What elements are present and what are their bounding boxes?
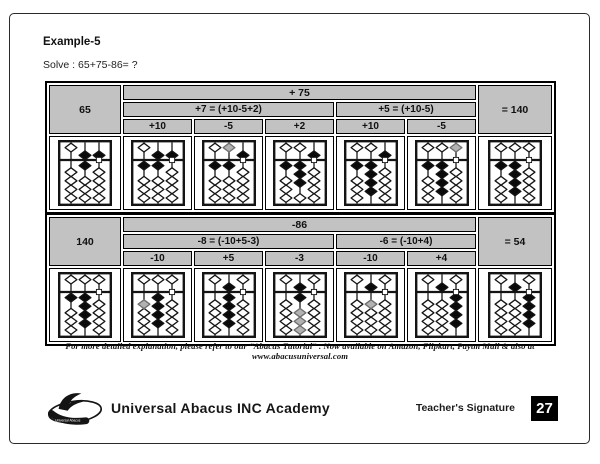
abacus-diagram [344,140,398,206]
abacus-diagram [415,140,469,206]
abacus-cell [49,136,121,210]
group-formula-cell: -6 = (-10+4) [336,234,476,249]
group-formula-cell: +5 = (+10-5) [336,102,476,117]
abacus-cell [265,136,334,210]
page-number-badge: 27 [531,396,558,421]
page-title: Example-5 [43,36,101,48]
problem-statement: Solve : 65+75-86= ? [43,59,138,71]
abacus-cell [336,268,405,342]
step-label-cell: +10 [336,119,405,134]
logo-text: Universal Abacus [55,418,81,423]
abacus-cell [123,268,192,342]
abacus-diagram [131,272,185,338]
abacus-cell [478,136,552,210]
signature-label: Teacher's Signature [415,402,515,414]
start-value-cell: 65 [49,85,121,134]
result-value-cell: = 54 [478,217,552,266]
step-label-cell: -5 [194,119,263,134]
abacus-diagram [131,140,185,206]
abacus-cell [407,136,476,210]
abacus-diagram [202,140,256,206]
operation-header-cell: + 75 [123,85,476,100]
step-label-cell: -3 [265,251,334,266]
calculation-table-addition [45,81,556,214]
step-label-cell: +2 [265,119,334,134]
abacus-diagram [273,272,327,338]
abacus-diagram [273,140,327,206]
abacus-diagram [344,272,398,338]
group-formula-cell: +7 = (+10-5+2) [123,102,334,117]
abacus-diagram [58,272,112,338]
step-label-cell: -10 [123,251,192,266]
brand-name: Universal Abacus INC Academy [111,400,331,416]
calculation-table-subtraction [45,213,556,346]
universal-abacus-logo-icon [45,388,105,428]
bottom-bar [45,386,558,430]
abacus-diagram [58,140,112,206]
abacus-diagram [415,272,469,338]
operation-header-cell: -86 [123,217,476,232]
group-formula-cell: -8 = (-10+5-3) [123,234,334,249]
abacus-cell [194,268,263,342]
abacus-cell [407,268,476,342]
abacus-cell [194,136,263,210]
step-label-cell: -10 [336,251,405,266]
start-value-cell: 140 [49,217,121,266]
result-value-cell: = 140 [478,85,552,134]
step-label-cell: +10 [123,119,192,134]
abacus-cell [49,268,121,342]
abacus-diagram [202,272,256,338]
abacus-cell [265,268,334,342]
abacus-cell [478,268,552,342]
abacus-diagram [488,140,542,206]
step-label-cell: +5 [194,251,263,266]
abacus-diagram [488,272,542,338]
footer-note: For more detailed explanation, please refer to our “Abacus Tutorial” . Now available on Amazon, Flipkart, Paytm Mall & also at www.abacusuniversal.com [65,341,535,361]
abacus-cell [123,136,192,210]
step-label-cell: -5 [407,119,476,134]
step-label-cell: +4 [407,251,476,266]
abacus-cell [336,136,405,210]
